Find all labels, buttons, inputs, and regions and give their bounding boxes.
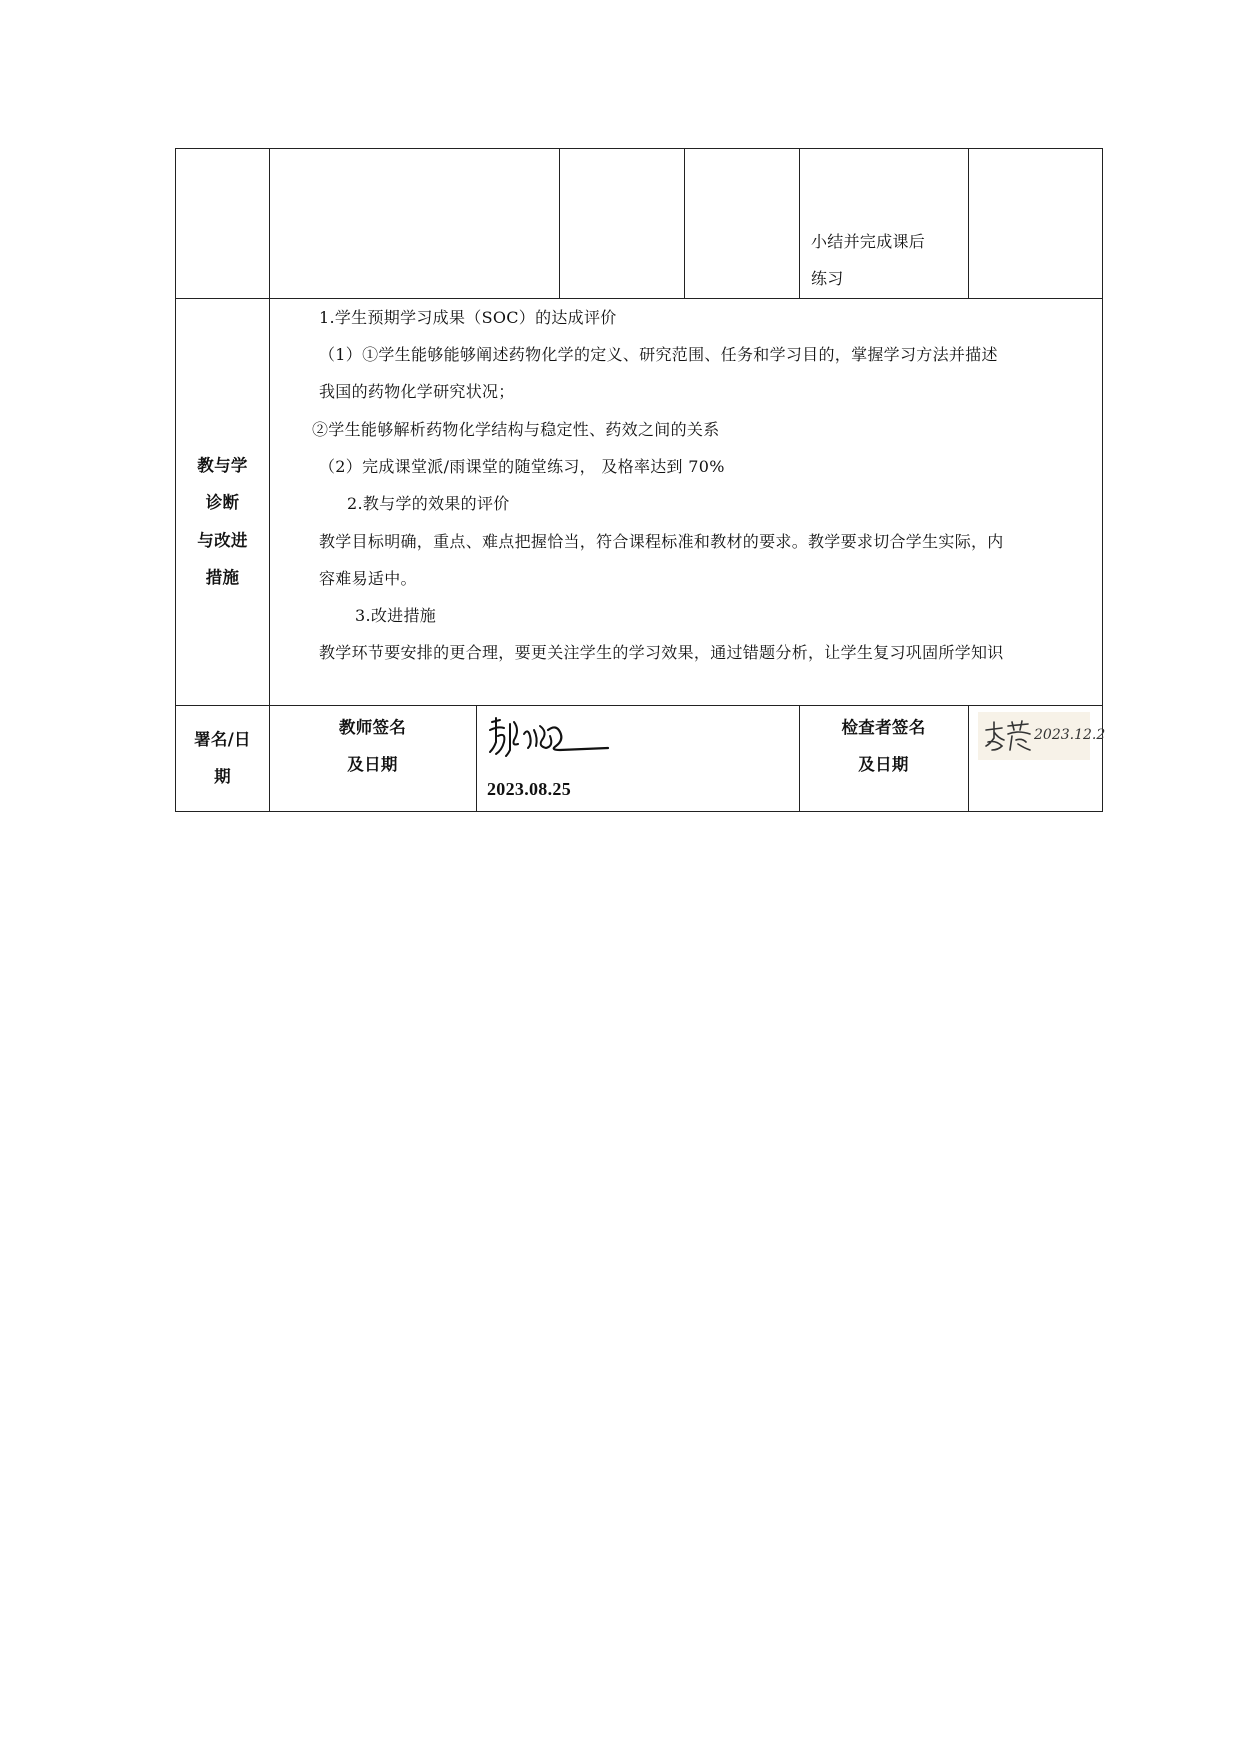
col-divider <box>968 149 969 298</box>
teacher-signature-image <box>484 710 614 770</box>
diagnosis-line: ②学生能够解析药物化学结构与稳定性、药效之间的关系 <box>312 420 720 439</box>
diagnosis-line: 3.改进措施 <box>355 606 437 625</box>
diagnosis-label-line-2: 诊断 <box>205 493 240 512</box>
teacher-signature-label-2: 及日期 <box>347 755 398 774</box>
col-divider <box>476 705 477 811</box>
summary-line-1: 小结并完成课后 <box>811 232 926 251</box>
col-divider <box>968 705 969 811</box>
diagnosis-line: 2.教与学的效果的评价 <box>347 494 510 513</box>
diagnosis-line: 我国的药物化学研究状况； <box>319 382 515 401</box>
checker-signature-handwriting <box>982 718 1034 754</box>
diagnosis-line: （1）①学生能够能够阐述药物化学的定义、研究范围、任务和学习目的，掌握学习方法并描述 <box>319 345 998 364</box>
diagnosis-line: 1.学生预期学习成果（SOC）的达成评价 <box>319 308 617 327</box>
col-divider <box>269 149 270 811</box>
teacher-signature-date: 2023.08.25 <box>487 779 571 799</box>
diagnosis-line: 容难易适中。 <box>319 569 417 588</box>
summary-line-2: 练习 <box>811 269 844 288</box>
checker-signature-label-2: 及日期 <box>858 755 909 774</box>
checker-signature-date: 2023.12.2 <box>1034 727 1106 743</box>
col-divider <box>799 149 800 298</box>
diagnosis-line: 教学环节要安排的更合理，要更关注学生的学习效果，通过错题分析，让学生复习巩固所学知识 <box>319 643 1004 662</box>
col-divider <box>684 149 685 298</box>
diagnosis-line: （2）完成课堂派/雨课堂的随堂练习， 及格率达到 70% <box>319 457 725 476</box>
diagnosis-label-line-3: 与改进 <box>197 531 248 550</box>
row-divider-2 <box>176 705 1102 706</box>
signature-label-line-2: 期 <box>214 767 231 786</box>
diagnosis-line: 教学目标明确，重点、难点把握恰当，符合课程标准和教材的要求。教学要求切合学生实际，内 <box>319 532 1004 551</box>
checker-signature-label-1: 检查者签名 <box>841 718 926 737</box>
lesson-plan-table <box>175 148 1106 812</box>
checker-signature-image <box>978 712 1106 760</box>
signature-label-line-1: 署名/日 <box>194 730 251 749</box>
col-divider <box>559 149 560 298</box>
diagnosis-label-line-4: 措施 <box>205 568 240 587</box>
teacher-signature-label-1: 教师签名 <box>338 718 407 737</box>
diagnosis-label-line-1: 教与学 <box>197 456 248 475</box>
row-divider-1 <box>176 298 1102 299</box>
